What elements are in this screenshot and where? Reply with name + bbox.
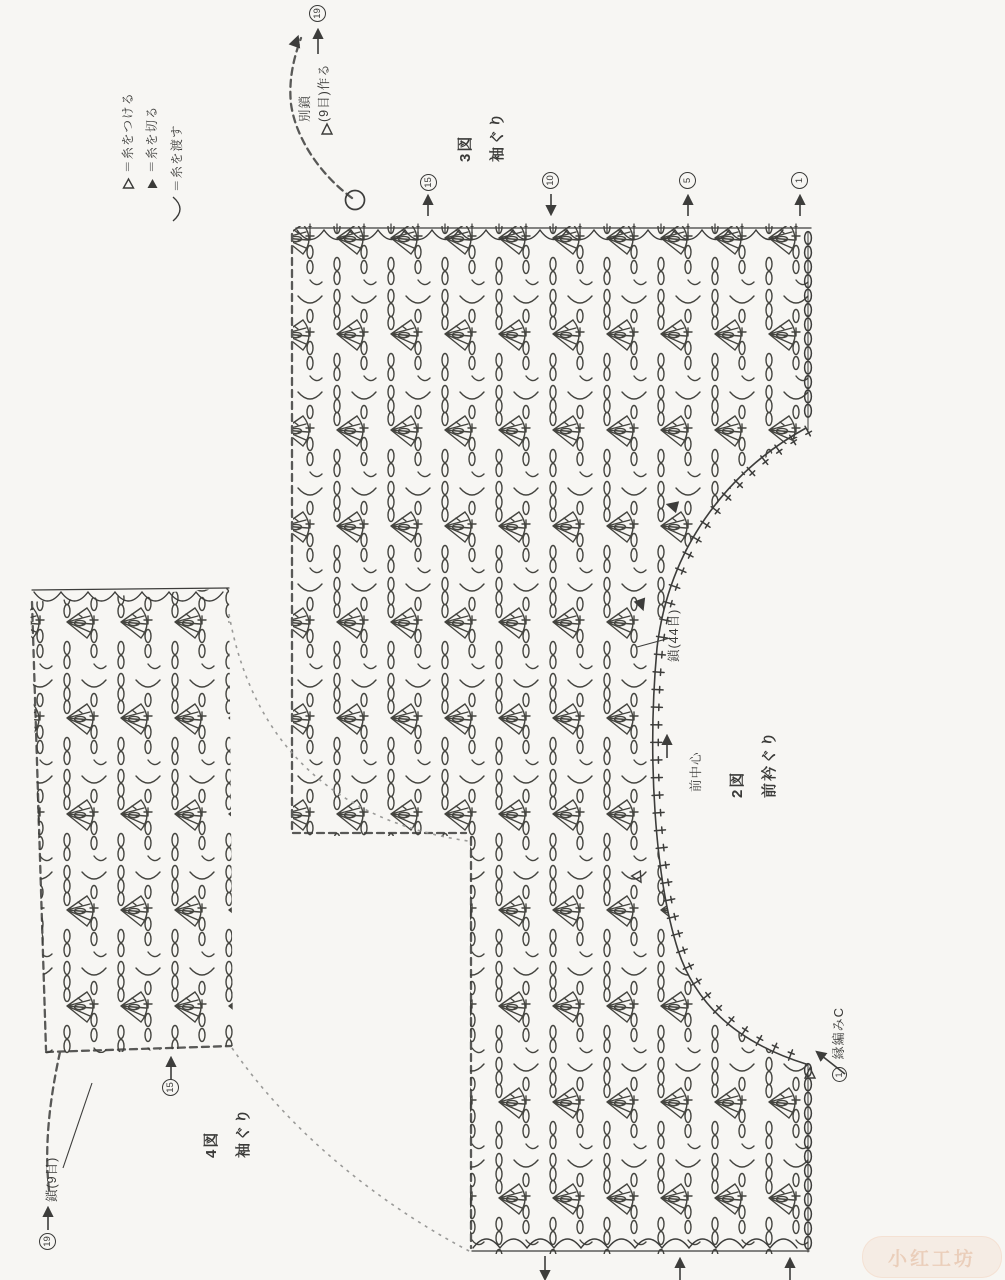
legend-item-attach-yarn	[122, 92, 135, 190]
row-number-19-fig4: 19	[39, 1233, 56, 1250]
row-number-10: 10	[542, 172, 559, 189]
row-number-1: 1	[791, 172, 808, 189]
row-number-19-top: 19	[309, 5, 326, 22]
legend-label: ＝糸を渡す	[169, 124, 184, 192]
row-number-5: 5	[679, 172, 696, 189]
watermark: 小红工坊	[862, 1236, 1002, 1278]
row-number-15: 15	[420, 174, 437, 191]
chain44-note: 鎖(44目)	[667, 608, 681, 662]
row-number-15-fig4: 15	[162, 1079, 179, 1096]
edging-note: 1 縁編みC	[832, 1007, 847, 1082]
chain9-note: 鎖(9目)	[45, 1156, 59, 1202]
figure3-title: 3図 袖ぐり	[457, 110, 506, 162]
front-center-note: 前中心	[689, 751, 703, 792]
legend-label: ＝糸をつける	[121, 91, 136, 173]
filled-triangle-icon	[146, 177, 159, 190]
open-triangle-icon	[122, 177, 135, 190]
circled-number-1: 1	[832, 1067, 847, 1082]
legend-item-cut-yarn	[146, 105, 159, 190]
yarn-arc-icon	[170, 196, 184, 222]
legend-label: ＝糸を切る	[145, 105, 160, 173]
separate-chain-note: 別鎖 (9目)作る	[298, 63, 332, 122]
slip-knot-loop	[346, 191, 365, 210]
legend-item-carry-yarn	[170, 124, 184, 222]
figure2-title: 2図 前衿ぐり	[729, 729, 778, 798]
figure4-title: 4図 袖ぐり	[203, 1106, 252, 1158]
